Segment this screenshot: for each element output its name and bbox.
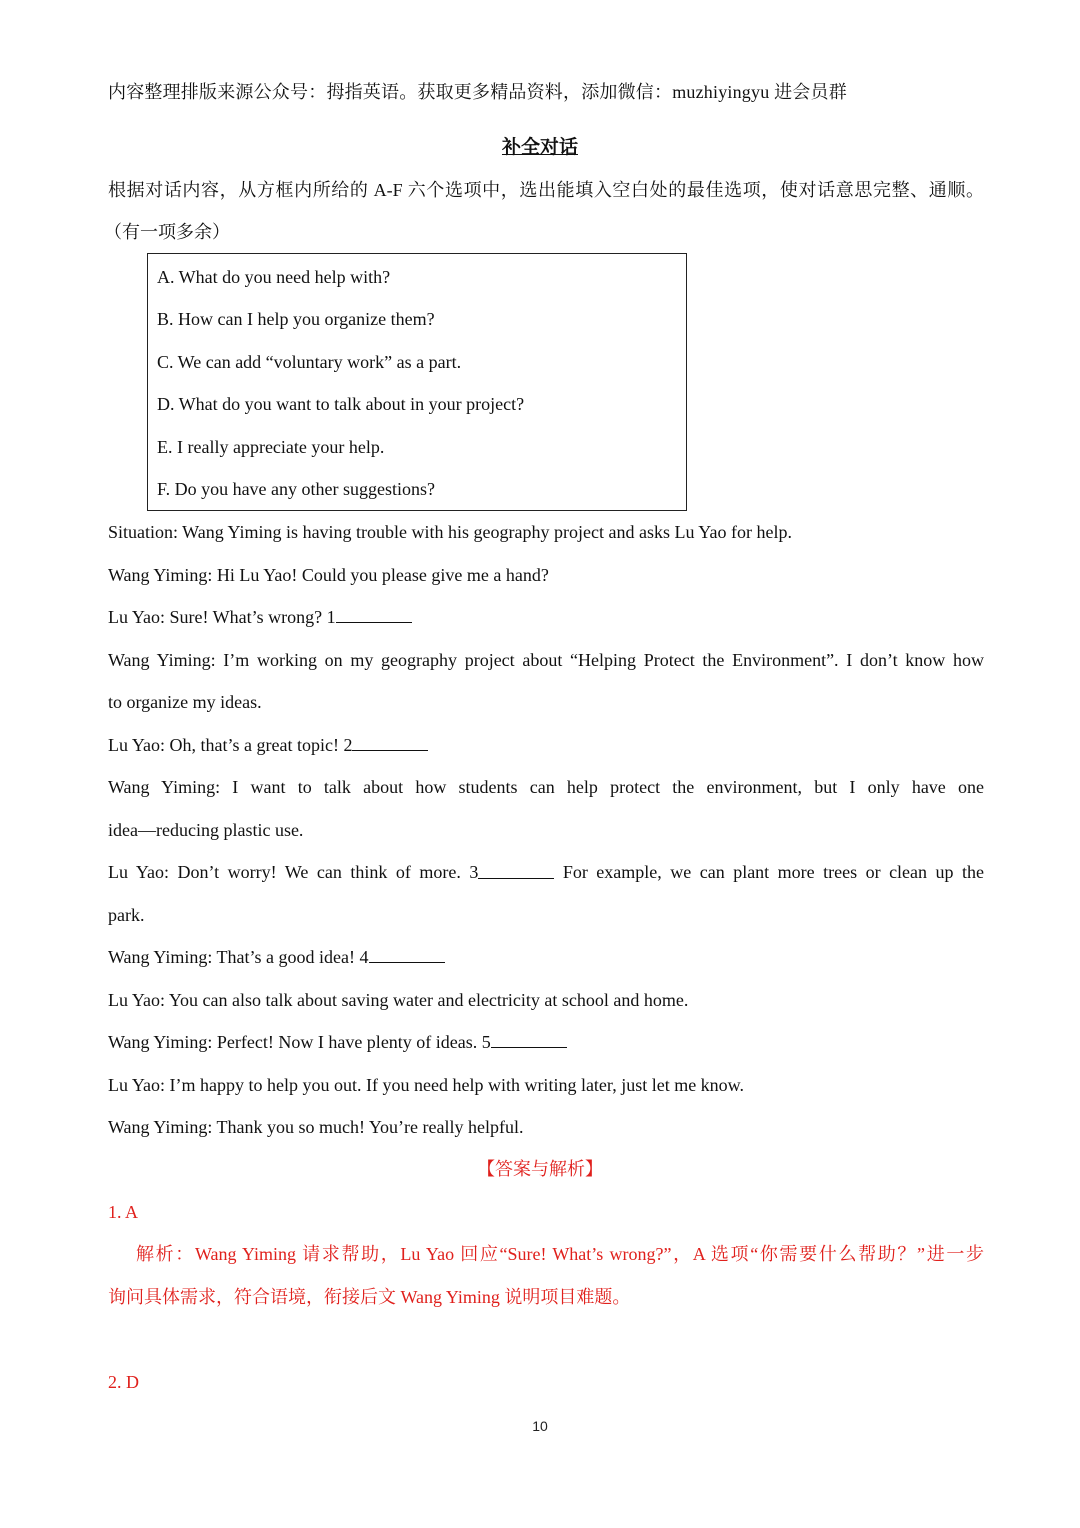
option-f: F. Do you have any other suggestions? xyxy=(157,479,436,499)
dialogue-line-10: Lu Yao: I’m happy to help you out. If you need help with writing later, just let me know. xyxy=(108,1075,745,1095)
answer-2: 2. D xyxy=(108,1372,139,1392)
dialogue-line-2 xyxy=(108,605,412,629)
dialogue-line-7-text: Wang Yiming: That’s a good idea! 4 xyxy=(108,947,369,967)
dialogue-line-5b: idea—reducing plastic use. xyxy=(108,820,304,840)
dialogue-line-3a: Wang Yiming: I’m working on my geography project about “Helping Protect the Environment”. I don’t know how xyxy=(108,650,984,670)
dialogue-situation: Situation: Wang Yiming is having trouble with his geography project and asks Lu Yao for help. xyxy=(108,522,792,542)
dialogue-line-6a-rest: For example, we can plant more trees or clean up the xyxy=(554,862,984,882)
answers-heading: 【答案与解析】 xyxy=(477,1159,603,1179)
blank-3 xyxy=(478,862,554,879)
blank-4 xyxy=(369,946,445,963)
answer-1-explanation-line-1: 解析：Wang Yiming 请求帮助，Lu Yao 回应“Sure! What’s wrong?”，A 选项“你需要什么帮助？”进一步 xyxy=(136,1244,984,1264)
blank-1 xyxy=(336,606,412,623)
option-b: B. How can I help you organize them? xyxy=(157,309,435,329)
page-number: 10 xyxy=(532,1418,548,1434)
dialogue-line-8: Lu Yao: You can also talk about saving water and electricity at school and home. xyxy=(108,990,689,1010)
dialogue-line-9 xyxy=(108,1030,567,1054)
option-a: A. What do you need help with? xyxy=(157,267,391,287)
option-c: C. We can add “voluntary work” as a part. xyxy=(157,352,462,372)
page-header: 内容整理排版来源公众号：拇指英语。获取更多精品资料，添加微信：muzhiyingyu 进会员群 xyxy=(108,82,847,102)
dialogue-line-9-text: Wang Yiming: Perfect! Now I have plenty of ideas. 5 xyxy=(108,1032,491,1052)
dialogue-line-1: Wang Yiming: Hi Lu Yao! Could you please give me a hand? xyxy=(108,565,549,585)
answer-1-explanation-line-2: 询问具体需求，符合语境，衔接后文 Wang Yiming 说明项目难题。 xyxy=(108,1287,631,1307)
blank-5 xyxy=(491,1031,567,1048)
section-title: 补全对话 xyxy=(501,137,578,158)
option-e: E. I really appreciate your help. xyxy=(157,437,385,457)
instructions-line-2: （有一项多余） xyxy=(104,222,230,242)
blank-2 xyxy=(352,734,428,751)
dialogue-line-6a xyxy=(108,860,984,884)
dialogue-line-5a: Wang Yiming: I want to talk about how students can help protect the environment, but I only have one xyxy=(108,777,984,797)
dialogue-line-11: Wang Yiming: Thank you so much! You’re really helpful. xyxy=(108,1117,524,1137)
options-box xyxy=(147,253,687,511)
dialogue-line-3b: to organize my ideas. xyxy=(108,692,262,712)
answer-1: 1. A xyxy=(108,1202,139,1222)
dialogue-line-7 xyxy=(108,945,445,969)
dialogue-line-4 xyxy=(108,733,428,757)
dialogue-line-2-text: Lu Yao: Sure! What’s wrong? 1 xyxy=(108,607,336,627)
option-d: D. What do you want to talk about in your project? xyxy=(157,394,525,414)
dialogue-line-4-text: Lu Yao: Oh, that’s a great topic! 2 xyxy=(108,735,353,755)
dialogue-line-6a-text: Lu Yao: Don’t worry! We can think of more. 3 xyxy=(108,862,479,882)
instructions-line-1: 根据对话内容，从方框内所给的 A-F 六个选项中，选出能填入空白处的最佳选项，使对话意思完整、通顺。 xyxy=(108,180,984,200)
dialogue-line-6b: park. xyxy=(108,905,145,925)
